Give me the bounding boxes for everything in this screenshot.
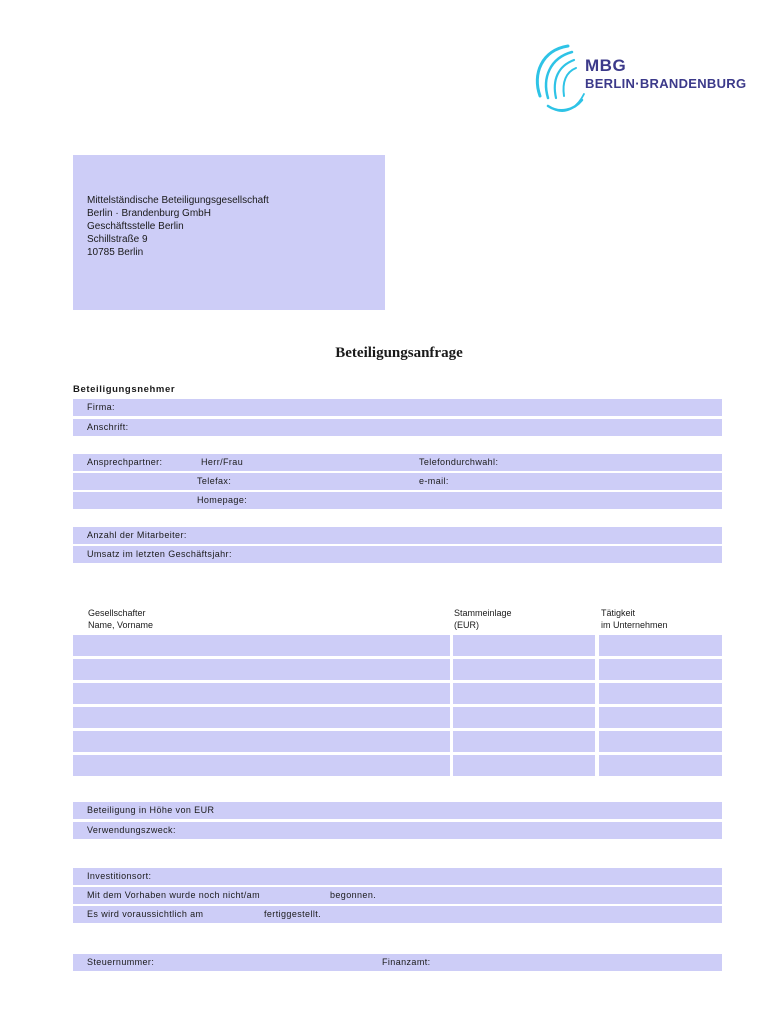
col-header-name: [88, 607, 153, 631]
verwendungszweck-label: Verwendungszweck:: [87, 825, 176, 835]
table-cell-einlage[interactable]: [453, 635, 595, 656]
homepage-label: Homepage:: [197, 495, 248, 505]
address-line-3: Geschäftsstelle Berlin: [87, 221, 184, 232]
finanzamt-label: Finanzamt:: [382, 957, 431, 967]
investitionsort-label: Investitionsort:: [87, 871, 152, 881]
table-cell-taetigkeit[interactable]: [599, 731, 722, 752]
steuernummer-label: Steuernummer:: [87, 957, 155, 967]
col-header-name-line2: Name, Vorname: [88, 620, 154, 630]
vorhaben-label-start: Mit dem Vorhaben wurde noch nicht/am: [87, 890, 260, 900]
table-cell-name[interactable]: [73, 659, 450, 680]
telefax-email-field[interactable]: [73, 473, 722, 490]
investitionsort-field[interactable]: [73, 868, 722, 885]
mbg-logo-mark: [528, 40, 588, 116]
logo-text-mbg: MBG: [585, 56, 627, 75]
table-cell-einlage[interactable]: [453, 731, 595, 752]
mitarbeiter-field[interactable]: [73, 527, 722, 544]
table-cell-taetigkeit[interactable]: [599, 635, 722, 656]
col-header-stammeinlage-line2: (EUR): [454, 620, 479, 630]
table-cell-name[interactable]: [73, 635, 450, 656]
umsatz-field[interactable]: [73, 546, 722, 563]
fertigstellung-label-start: Es wird voraussichtlich am: [87, 909, 204, 919]
table-cell-taetigkeit[interactable]: [599, 707, 722, 728]
table-cell-taetigkeit[interactable]: [599, 755, 722, 776]
table-cell-name[interactable]: [73, 683, 450, 704]
table-cell-einlage[interactable]: [453, 659, 595, 680]
col-header-stammeinlage: [454, 607, 512, 631]
address-block: [73, 155, 385, 310]
umsatz-label: Umsatz im letzten Geschäftsjahr:: [87, 549, 232, 559]
section-heading: Beteiligungsnehmer: [73, 384, 176, 395]
col-header-taetigkeit-line1: Tätigkeit: [601, 608, 636, 618]
address-line-2: Berlin · Brandenburg GmbH: [87, 208, 211, 219]
mitarbeiter-label: Anzahl der Mitarbeiter:: [87, 530, 187, 540]
col-header-taetigkeit: [601, 607, 668, 631]
col-header-name-line1: Gesellschafter: [88, 608, 146, 618]
address-line-1: Mittelständische Beteiligungsgesellschaft: [87, 195, 269, 206]
table-cell-einlage[interactable]: [453, 707, 595, 728]
verwendungszweck-field[interactable]: [73, 822, 722, 839]
herr-frau-label: Herr/Frau: [201, 457, 244, 467]
address-line-4: Schillstraße 9: [87, 234, 148, 245]
form-title: Beteiligungsanfrage: [335, 345, 463, 361]
table-cell-name[interactable]: [73, 755, 450, 776]
steuernummer-field[interactable]: [73, 954, 722, 971]
telefax-label: Telefax:: [197, 476, 232, 486]
vorhaben-field[interactable]: [73, 887, 722, 904]
table-cell-name[interactable]: [73, 707, 450, 728]
anschrift-label: Anschrift:: [87, 422, 129, 432]
col-header-stammeinlage-line1: Stammeinlage: [454, 608, 512, 618]
homepage-field[interactable]: [73, 492, 722, 509]
beteiligung-label: Beteiligung in Höhe von EUR: [87, 805, 215, 815]
beteiligung-field[interactable]: [73, 802, 722, 819]
table-cell-name[interactable]: [73, 731, 450, 752]
email-label: e-mail:: [419, 476, 449, 486]
logo-text-region: BERLIN·BRANDENBURG: [585, 76, 747, 91]
col-header-taetigkeit-line2: im Unternehmen: [601, 620, 668, 630]
vorhaben-label-end: begonnen.: [330, 890, 377, 900]
firma-label: Firma:: [87, 402, 115, 412]
table-cell-einlage[interactable]: [453, 755, 595, 776]
telefondurchwahl-label: Telefondurchwahl:: [419, 457, 499, 467]
fertigstellung-label-end: fertiggestellt.: [264, 909, 322, 919]
table-cell-einlage[interactable]: [453, 683, 595, 704]
address-line-5: 10785 Berlin: [87, 247, 144, 258]
table-cell-taetigkeit[interactable]: [599, 683, 722, 704]
ansprechpartner-field[interactable]: [73, 454, 722, 471]
table-cell-taetigkeit[interactable]: [599, 659, 722, 680]
ansprechpartner-label: Ansprechpartner:: [87, 457, 163, 467]
firma-field[interactable]: [73, 399, 722, 416]
fertigstellung-field[interactable]: [73, 906, 722, 923]
anschrift-field[interactable]: [73, 419, 722, 436]
